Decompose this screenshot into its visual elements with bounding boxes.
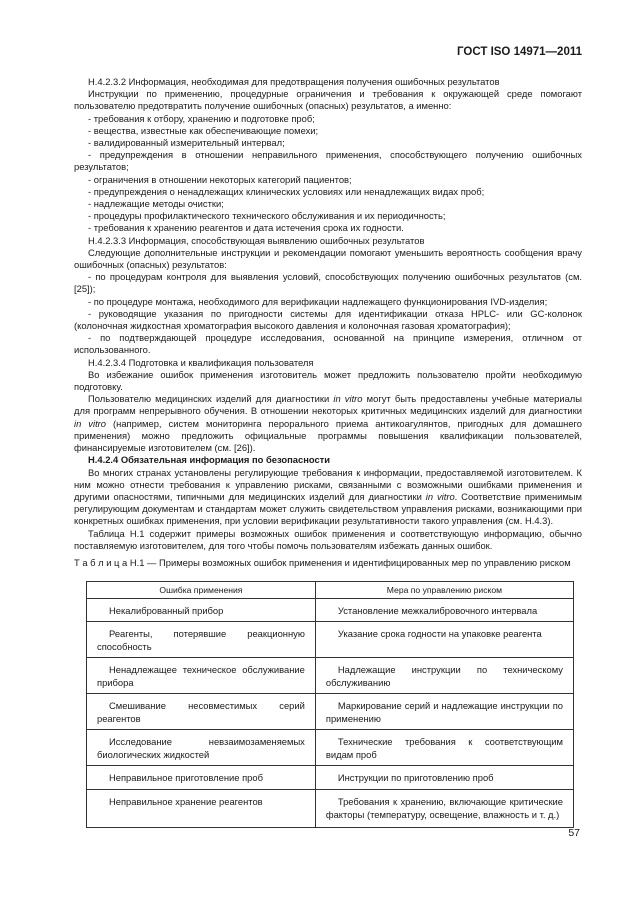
paragraph: Во избежание ошибок применения изготовитель может предложить пользователю пройти необходимую подготовку. xyxy=(74,368,582,393)
page-number: 57 xyxy=(568,827,580,839)
paragraph: H.4.2.4 Обязательная информация по безопасности xyxy=(88,454,331,466)
paragraph: Таблица H.1 содержит примеры возможных ошибок применения и соответствующую информацию, обычно поставляемую изготовителем, для того чтобы помочь пользователям избежать данных ошибок. xyxy=(74,527,582,551)
table-row xyxy=(87,766,574,790)
paragraph: - ограничения в отношении некоторых категорий пациентов; xyxy=(88,173,352,185)
table-cell xyxy=(315,766,573,790)
table-cell-text: Реагенты, потерявшие реакционную способность xyxy=(97,628,305,652)
paragraph: H.4.2.3.3 Информация, способствующая выявлению ошибочных результатов xyxy=(88,234,425,246)
table-cell-text: Технические требования к соответствующим видам проб xyxy=(325,736,563,760)
paragraph: Пользователю медицинских изделий для диагностики in vitro могут быть предоставлены учебные материалы для программ непрерывного обучения. В отношении некоторых критичных медицинских изделий для диагностики in vitro (например, систем мониторинга перорального приема антикоагулянтов, пригодных для домашнего применения) можно предложить официальные программы повышения квалификации пользователей, финансируемые изготовителем (см. [26]). xyxy=(74,393,582,454)
table-cell-text: Инструкции по приготовлению проб xyxy=(337,772,494,784)
table-cell-text: Указание срока годности на упаковке реагента xyxy=(337,628,542,640)
paragraph: - требования к отбору, хранению и подготовке проб; xyxy=(88,112,315,124)
paragraph: - по процедурам контроля для выявления условий, способствующих получению ошибочных результатов (см. [25]); xyxy=(74,271,582,295)
paragraph: Инструкции по применению, процедурные ограничения и требования к окружающей среде помогают пользователю предотвратить получение ошибочных (опасных) результатов, а именно: xyxy=(74,88,582,112)
table-cell xyxy=(315,730,573,766)
paragraph: - по подтверждающей процедуре исследования, основанной на принципе измерения, отличном от использованного. xyxy=(74,332,582,356)
paragraph: - процедуры профилактического технического обслуживания и их периодичность; xyxy=(88,210,446,222)
table-row xyxy=(87,622,574,658)
table-cell-text: Надлежащие инструкции по техническому обслуживанию xyxy=(325,664,563,688)
table-cell xyxy=(87,766,316,790)
document-body xyxy=(74,76,582,569)
paragraph: - валидированный измерительный интервал; xyxy=(88,137,285,149)
table-cell-text: Исследование невзаимозаменяемых биологических жидкостей xyxy=(97,736,305,760)
table-row xyxy=(87,694,574,730)
risk-table xyxy=(86,581,574,828)
paragraph: - надлежащие методы очистки; xyxy=(88,198,224,210)
table-cell-text: Неправильное хранение реагентов xyxy=(109,796,263,808)
table-cell xyxy=(87,622,316,658)
paragraphs xyxy=(74,76,582,552)
paragraph: - предупреждения в отношении неправильного применения, способствующего получению ошибочных результатов; xyxy=(74,149,582,173)
paragraph: Следующие дополнительные инструкции и рекомендации помогают уменьшить вероятность сообщения врачу ошибочных (опасных) результатов: xyxy=(74,246,582,271)
table-cell xyxy=(315,790,573,828)
paragraph: - вещества, известные как обеспечивающие помехи; xyxy=(88,124,319,136)
table-row xyxy=(87,599,574,622)
table-cell xyxy=(315,622,573,658)
table-cell xyxy=(87,730,316,766)
table-cell-text: Требования к хранению, включающие критические факторы (температуру, освещение, влажность и т. д.) xyxy=(325,796,563,820)
document-header: ГОСТ ISO 14971—2011 xyxy=(457,46,582,58)
paragraph: - по процедуре монтажа, необходимого для верификации надлежащего функционирования IVD-изделия; xyxy=(88,295,548,307)
table-cell-text: Некалиброванный прибор xyxy=(109,605,224,617)
table-caption: Т а б л и ц а H.1 — Примеры возможных ошибок применения и идентифицированных мер по управлению риском xyxy=(74,556,571,568)
table-cell xyxy=(87,599,316,622)
table-header-cell: Мера по управлению риском xyxy=(315,582,573,599)
table-row xyxy=(87,790,574,828)
table-cell xyxy=(87,658,316,694)
table-cell xyxy=(87,790,316,828)
table-cell xyxy=(315,694,573,730)
paragraph: - руководящие указания по пригодности системы для идентификации отказа HPLC- или GC-колонок (колоночная жидкостная хроматография высокого давления и колоночная газовая хроматография); xyxy=(74,307,582,332)
table-body xyxy=(87,599,574,828)
table-cell-text: Установление межкалибровочного интервала xyxy=(337,605,538,617)
table-cell-text: Смешивание несовместимых серий реагентов xyxy=(97,700,305,724)
table-header-row xyxy=(87,582,574,599)
table-cell xyxy=(87,694,316,730)
paragraph: H.4.2.3.4 Подготовка и квалификация пользователя xyxy=(88,356,314,368)
table-container xyxy=(86,581,574,828)
paragraph: H.4.2.3.2 Информация, необходимая для предотвращения получения ошибочных результатов xyxy=(88,76,500,87)
table-row xyxy=(87,658,574,694)
paragraph: - требования к хранению реагентов и дата истечения срока их годности. xyxy=(88,222,404,234)
table-row xyxy=(87,730,574,766)
paragraph: Во многих странах установлены регулирующие требования к информации, предоставляемой изготовителем. К ним можно отнести требования к управлению рисками, связанными с возможными ошибками применения и другими опасностями, типичными для медицинских изделий для диагностики in vitro. Соответствие применимым регулирующим документам и стандартам может служить свидетельством управления рисками, возникающими при конкретных ошибках применения, при условии верификации результативности такого управления (см. H.4.3). xyxy=(74,466,582,527)
table-cell xyxy=(315,599,573,622)
paragraph: - предупреждения о ненадлежащих клинических условиях или ненадлежащих видах проб; xyxy=(88,185,485,197)
table-cell xyxy=(315,658,573,694)
table-cell-text: Маркирование серий и надлежащие инструкции по применению xyxy=(325,700,563,724)
table-cell-text: Ненадлежащее техническое обслуживание прибора xyxy=(97,664,305,688)
table-header-cell: Ошибка применения xyxy=(87,582,316,599)
table-cell-text: Неправильное приготовление проб xyxy=(109,772,263,784)
